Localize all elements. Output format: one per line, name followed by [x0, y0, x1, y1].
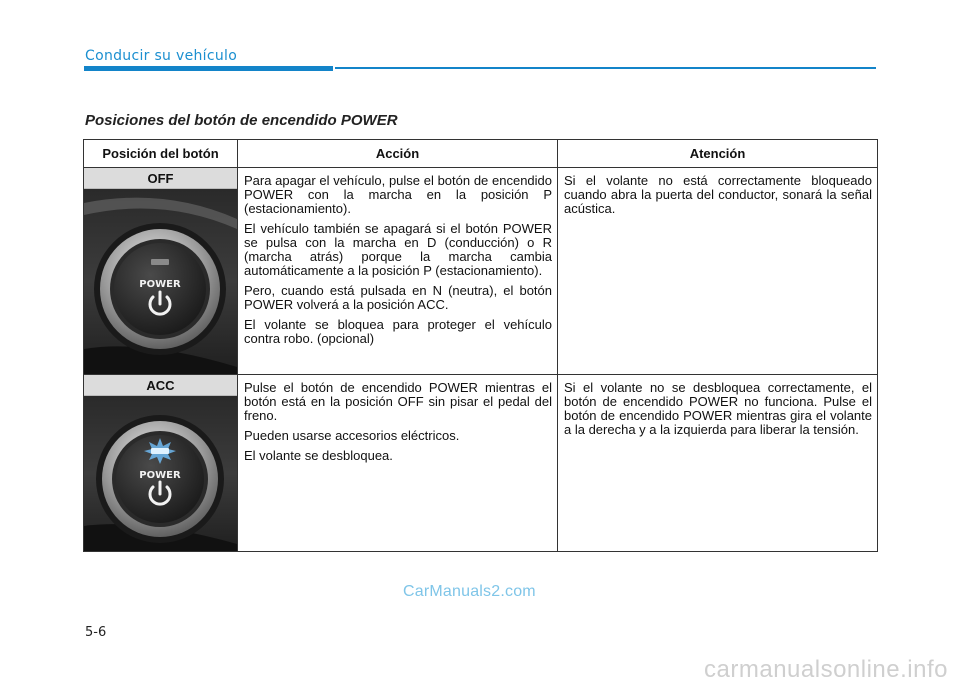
doc-subtitle: Posiciones del botón de encendido POWER — [85, 112, 398, 129]
attention-off-text: Si el volante no está correctamente bloqueado cuando abra la puerta del conductor, sonará la señal acústica. — [564, 173, 872, 216]
action-acc-text-3: El volante se desbloquea. — [244, 448, 393, 463]
table-row-off — [84, 168, 878, 375]
header-rule-thin — [335, 67, 876, 69]
header-action: Acción — [238, 140, 558, 168]
power-button-acc-image — [84, 396, 237, 551]
action-acc-text-1: Pulse el botón de encendido POWER mientras el botón está en la posición OFF sin pisar el pedal del freno. — [244, 380, 552, 423]
action-acc-text-2: Pueden usarse accesorios eléctricos. — [244, 428, 460, 443]
action-off-text-1: Para apagar el vehículo, pulse el botón de encendido POWER con la marcha en la posición P (estacionamiento). — [244, 173, 552, 216]
power-button-off-image — [84, 189, 237, 374]
attention-acc-text: Si el volante no se desbloquea correctamente, el botón de encendido POWER no funciona. Pulse el botón de encendido POWER mientras gira el volante a la derecha y a la izquierda para liberar la tensión. — [564, 380, 872, 437]
position-label-acc: ACC — [84, 375, 237, 396]
section-title: Conducir su vehículo — [85, 48, 238, 64]
position-cell-off — [84, 168, 238, 375]
table-row-acc — [84, 375, 878, 552]
power-button-label: POWER — [139, 279, 181, 290]
page-number: 5-6 — [85, 625, 107, 640]
attention-cell-off — [558, 168, 878, 375]
power-positions-table — [83, 139, 878, 552]
table-header-row — [84, 140, 878, 168]
action-cell-off — [238, 168, 558, 375]
action-off-text-2: El vehículo también se apagará si el botón POWER se pulsa con la marcha en D (conducción) o R (marcha atrás) porque la marcha cambia automáticamente a la posición P (estacionamiento). — [244, 221, 552, 278]
position-label-off: OFF — [84, 168, 237, 189]
header-rule-thick — [84, 66, 333, 71]
action-cell-acc — [238, 375, 558, 552]
position-cell-acc — [84, 375, 238, 552]
watermark-link[interactable]: CarManuals2.com — [403, 583, 536, 600]
site-footer: carmanualsonline.info — [704, 656, 948, 683]
power-button-label: POWER — [139, 470, 181, 481]
indicator-light-off — [151, 259, 169, 265]
header-position: Posición del botón — [84, 140, 238, 168]
attention-cell-acc — [558, 375, 878, 552]
header-attention: Atención — [558, 140, 878, 168]
action-off-text-4: El volante se bloquea para proteger el vehículo contra robo. (opcional) — [244, 317, 552, 346]
action-off-text-3: Pero, cuando está pulsada en N (neutra), el botón POWER volverá a la posición ACC. — [244, 283, 552, 312]
